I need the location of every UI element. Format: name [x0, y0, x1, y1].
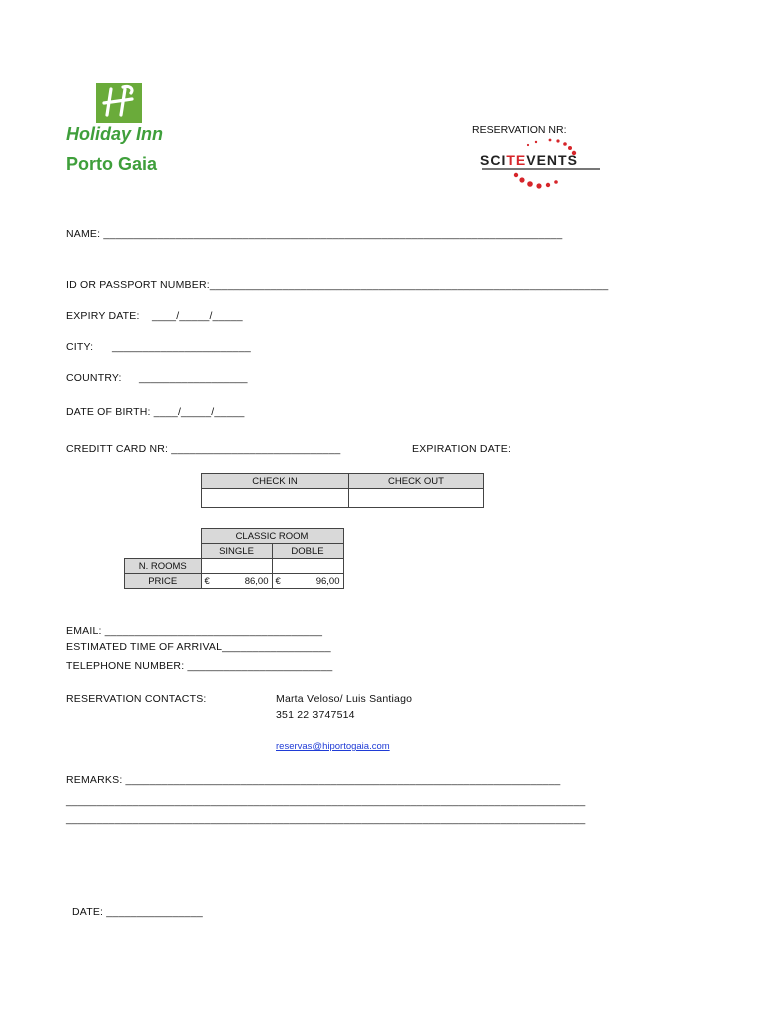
- checkin-header: CHECK IN: [202, 474, 349, 489]
- date-of-birth-field[interactable]: DATE OF BIRTH: ____/_____/_____: [66, 406, 245, 418]
- price-doble-currency: €: [275, 575, 281, 587]
- remarks-line-2[interactable]: ______________________________________________________________________________________: [66, 795, 586, 807]
- price-doble-value: 96,00: [315, 575, 340, 587]
- email-field[interactable]: EMAIL: ____________________________________: [66, 625, 323, 637]
- remarks-line-3[interactable]: ______________________________________________________________________________________: [66, 813, 586, 825]
- checkout-cell[interactable]: [349, 489, 484, 508]
- contact-email-link[interactable]: reservas@hiportogaia.com: [276, 741, 390, 752]
- rooms-single-cell[interactable]: [201, 559, 272, 574]
- holiday-inn-h-icon: [96, 83, 142, 123]
- city-label: CITY:: [66, 341, 94, 353]
- sci-logo-text-mid: TE: [506, 152, 527, 168]
- doble-column-header: DOBLE: [272, 544, 343, 559]
- checkin-checkout-table: [201, 473, 484, 508]
- room-table: [124, 528, 344, 589]
- date-field[interactable]: DATE: ________________: [72, 906, 203, 918]
- telephone-field[interactable]: TELEPHONE NUMBER: ________________________: [66, 660, 333, 672]
- remarks-field[interactable]: REMARKS: ________________________________________________________________________: [66, 774, 561, 786]
- table-row: [125, 559, 344, 574]
- credit-card-field[interactable]: CREDITT CARD NR: ____________________________: [66, 443, 341, 455]
- price-row-label: PRICE: [125, 574, 202, 589]
- arrival-time-field[interactable]: ESTIMATED TIME OF ARRIVAL__________________: [66, 641, 331, 653]
- price-single-cell: [201, 574, 272, 589]
- sci-logo-text-post: VENTS: [526, 152, 578, 168]
- sci-logo-text-pre: SCI: [480, 152, 507, 168]
- reservation-number-label: RESERVATION NR:: [472, 124, 567, 136]
- expiry-date-field[interactable]: EXPIRY DATE: ____/_____/_____: [66, 310, 243, 322]
- contact-names: Marta Veloso/ Luis Santiago: [276, 693, 413, 705]
- rooms-doble-cell[interactable]: [272, 559, 343, 574]
- id-passport-field[interactable]: ID OR PASSPORT NUMBER:__________________________________________________________________: [66, 279, 609, 291]
- country-field[interactable]: __________________: [139, 372, 248, 384]
- checkout-header: CHECK OUT: [349, 474, 484, 489]
- scitevents-logo: [478, 137, 606, 193]
- expiration-date-label: EXPIRATION DATE:: [412, 443, 512, 455]
- room-table-title: CLASSIC ROOM: [201, 529, 343, 544]
- price-single-value: 86,00: [244, 575, 269, 587]
- price-single-currency: €: [204, 575, 210, 587]
- reservation-contacts-label: RESERVATION CONTACTS:: [66, 693, 207, 705]
- rooms-row-label: N. ROOMS: [125, 559, 202, 574]
- table-row: [125, 574, 344, 589]
- brand-location: Porto Gaia: [66, 154, 158, 174]
- city-field[interactable]: _______________________: [112, 341, 251, 353]
- single-column-header: SINGLE: [201, 544, 272, 559]
- contact-phone: 351 22 3747514: [276, 709, 355, 721]
- brand-name: Holiday Inn: [66, 124, 164, 144]
- name-field[interactable]: NAME: ____________________________________________________________________________: [66, 228, 563, 240]
- country-label: COUNTRY:: [66, 372, 122, 384]
- price-doble-cell: [272, 574, 343, 589]
- checkin-cell[interactable]: [202, 489, 349, 508]
- svg-text:SCITEVENTS: [480, 152, 578, 168]
